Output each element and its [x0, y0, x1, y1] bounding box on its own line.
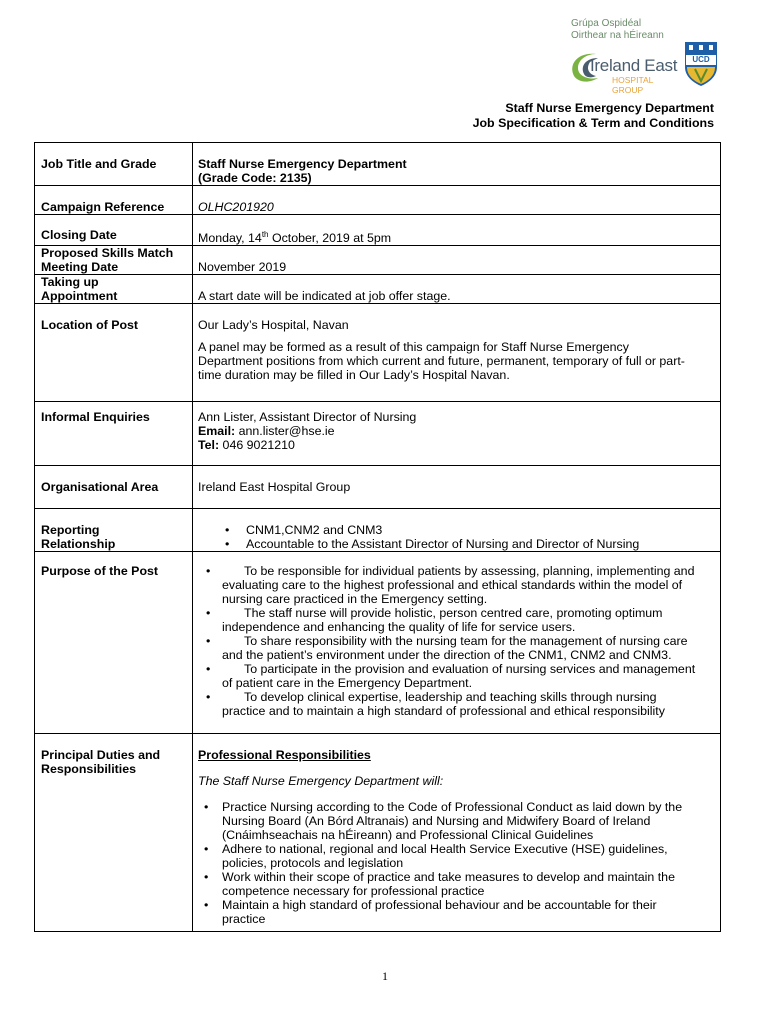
list-item-line [198, 606, 714, 620]
value-duties [193, 734, 721, 932]
irish-line-2: Oirthear na hÉireann [571, 30, 664, 41]
list-item-text: (Cnáimhseachais na hÉireann) and Professional Clinical Guidelines [222, 828, 594, 843]
list-item-line [198, 898, 714, 912]
label-line-1: Principal Duties and [41, 748, 161, 763]
list-item-line [198, 634, 714, 648]
list-item-text: Adhere to national, regional and local Health Service Executive (HSE) guidelines, [222, 842, 668, 857]
bullet-icon: • [206, 634, 211, 649]
list-item-text: To develop clinical expertise, leadership and teaching skills through nursing [244, 690, 657, 705]
list-item-text: nursing care practiced in the Emergency setting. [222, 592, 488, 607]
label-text: Job Title and Grade [41, 157, 157, 171]
list-item-text: To share responsibility with the nursing team for the management of nursing care [244, 634, 688, 649]
list-item [198, 537, 714, 551]
contact-name: Ann Lister, Assistant Director of Nursing [198, 410, 417, 425]
list-item-line [198, 828, 714, 842]
label-text: Location of Post [41, 318, 139, 333]
list-item-line [198, 912, 714, 926]
list-item-line [198, 856, 714, 870]
label-enquiries [35, 402, 193, 466]
logo-sub: HOSPITAL GROUP [612, 75, 654, 95]
label-skills-match [35, 246, 193, 275]
label-taking-up [35, 275, 193, 304]
bullet-icon: • [204, 870, 209, 885]
list-item-text: independence and enhancing the quality of life for service users. [222, 620, 576, 635]
value-campaign [193, 186, 721, 215]
label-line-2: Relationship [41, 537, 116, 552]
list-item-line [198, 690, 714, 704]
label-org-area [35, 466, 193, 509]
campaign-reference: OLHC201920 [198, 200, 274, 214]
email-label: Email: [198, 424, 236, 439]
label-text: Closing Date [41, 228, 117, 242]
panel-line-1: A panel may be formed as a result of this campaign for Staff Nurse Emergency [198, 340, 629, 355]
label-job-title [35, 143, 193, 186]
label-location [35, 304, 193, 402]
bullet-icon: • [206, 606, 211, 621]
list-item-line [198, 648, 714, 662]
tel-label: Tel: [198, 438, 220, 453]
location-text: Our Lady’s Hospital, Navan [198, 318, 349, 333]
label-campaign [35, 186, 193, 215]
value-location [193, 304, 721, 402]
row-job-title [35, 143, 721, 186]
taking-up-text: A start date will be indicated at job offer stage. [198, 289, 451, 304]
list-item-text: Work within their scope of practice and take measures to develop and maintain the [222, 870, 675, 885]
list-item-text: Nursing Board (An Bórd Altranais) and Nursing and Midwifery Board of Ireland [222, 814, 651, 829]
list-item-text: policies, protocols and legislation [222, 856, 404, 871]
closing-date-suffix: October, 2019 at 5pm [268, 231, 392, 246]
list-item-text: competence necessary for professional practice [222, 884, 485, 899]
list-item-line [198, 884, 714, 898]
list-item-text: Maintain a high standard of professional behaviour and be accountable for their [222, 898, 657, 913]
value-skills-match [193, 246, 721, 275]
reporting-item: CNM1,CNM2 and CNM3 [246, 523, 383, 538]
label-text: Informal Enquiries [41, 410, 150, 425]
list-item-line [198, 842, 714, 856]
row-duties [35, 734, 721, 932]
row-skills-match [35, 246, 721, 275]
closing-date-text [198, 215, 714, 245]
label-line-2: Meeting Date [41, 260, 119, 275]
duties-intro: The Staff Nurse Emergency Department will: [198, 774, 444, 789]
ucd-text: UCD [692, 55, 710, 64]
row-campaign [35, 186, 721, 215]
value-purpose [193, 552, 721, 734]
document-heading [473, 101, 714, 131]
list-item-line [198, 676, 714, 690]
list-item-text: To be responsible for individual patients by assessing, planning, implementing and [244, 564, 695, 579]
bullet-icon: • [206, 662, 211, 677]
list-item-line [198, 870, 714, 884]
list-item [198, 523, 714, 537]
heading-line-2: Job Specification & Term and Conditions [472, 116, 714, 130]
heading-line-1: Staff Nurse Emergency Department [505, 101, 714, 115]
tel-value: 046 9021210 [219, 438, 295, 453]
label-closing-date [35, 215, 193, 246]
ucd-crest-icon [684, 41, 718, 87]
job-title-line-1: Staff Nurse Emergency Department [198, 157, 407, 171]
label-purpose [35, 552, 193, 734]
section-title-text: Professional Responsibilities [198, 748, 371, 763]
irish-line-1: Grúpa Ospidéal [571, 18, 642, 29]
page-number: 1 [382, 969, 388, 983]
row-location [35, 304, 721, 402]
list-item-line [198, 620, 714, 634]
row-taking-up [35, 275, 721, 304]
bullet-icon: • [204, 898, 209, 913]
value-taking-up [193, 275, 721, 304]
contact-tel [198, 438, 714, 452]
label-line-2: Responsibilities [41, 762, 137, 777]
label-line-1: Taking up [41, 275, 99, 290]
label-line-1: Reporting [41, 523, 100, 538]
value-reporting [193, 509, 721, 552]
value-job-title [193, 143, 721, 186]
list-item-line [198, 578, 714, 592]
list-item-text: evaluating care to the highest professional and ethical standards within the model of [222, 578, 683, 593]
job-spec-table [34, 142, 721, 932]
bullet-icon: • [225, 537, 230, 552]
list-item-text: practice [222, 912, 266, 927]
reporting-item: Accountable to the Assistant Director of Nursing and Director of Nursing [246, 537, 640, 552]
row-enquiries [35, 402, 721, 466]
label-line-1: Proposed Skills Match [41, 246, 174, 261]
contact-email [198, 424, 714, 438]
list-item-line [198, 814, 714, 828]
list-item-text: Practice Nursing according to the Code of Professional Conduct as laid down by the [222, 800, 683, 815]
value-org-area [193, 466, 721, 509]
section-title [198, 734, 714, 762]
closing-date-sup: th [261, 230, 269, 239]
list-item-line [198, 662, 714, 676]
row-closing-date [35, 215, 721, 246]
org-area-text: Ireland East Hospital Group [198, 480, 351, 495]
label-line-2: Appointment [41, 289, 118, 304]
ireland-east-logo [568, 46, 678, 95]
bullet-icon: • [204, 800, 209, 815]
value-closing-date [193, 215, 721, 246]
row-reporting [35, 509, 721, 552]
row-org-area [35, 466, 721, 509]
logo-name: Ireland East [590, 56, 678, 75]
value-enquiries [193, 402, 721, 466]
job-title-line-2: (Grade Code: 2135) [198, 171, 312, 185]
list-item-text: practice and to maintain a high standard of professional and ethical responsibility [222, 704, 665, 719]
list-item-text: To participate in the provision and evaluation of nursing services and management [244, 662, 696, 677]
label-text: Organisational Area [41, 480, 159, 495]
panel-line-3: time duration may be filled in Our Lady’s Hospital Navan. [198, 368, 510, 383]
bullet-icon: • [204, 842, 209, 857]
list-item-text: of patient care in the Emergency Department. [222, 676, 473, 691]
list-item-line [198, 564, 714, 578]
row-purpose [35, 552, 721, 734]
panel-line-2: Department positions from which current and future, permanent, temporary of full or part- [198, 354, 685, 369]
label-duties [35, 734, 193, 932]
email-link[interactable]: ann.lister@hse.ie [235, 424, 335, 439]
closing-date-prefix: Monday, 14 [198, 231, 262, 246]
list-item-line [198, 704, 714, 718]
list-item-line [198, 800, 714, 814]
label-text: Campaign Reference [41, 200, 165, 214]
irish-logo-text [571, 18, 664, 42]
label-reporting [35, 509, 193, 552]
list-item-text: The staff nurse will provide holistic, person centred care, promoting optimum [244, 606, 663, 621]
skills-match-date: November 2019 [198, 260, 287, 275]
list-item-text: and the patient’s environment under the direction of the CNM1, CNM2 and CNM3. [222, 648, 672, 663]
bullet-icon: • [206, 690, 211, 705]
list-item-line [198, 592, 714, 606]
label-text: Purpose of the Post [41, 564, 159, 579]
bullet-icon: • [225, 523, 230, 538]
bullet-icon: • [206, 564, 211, 579]
